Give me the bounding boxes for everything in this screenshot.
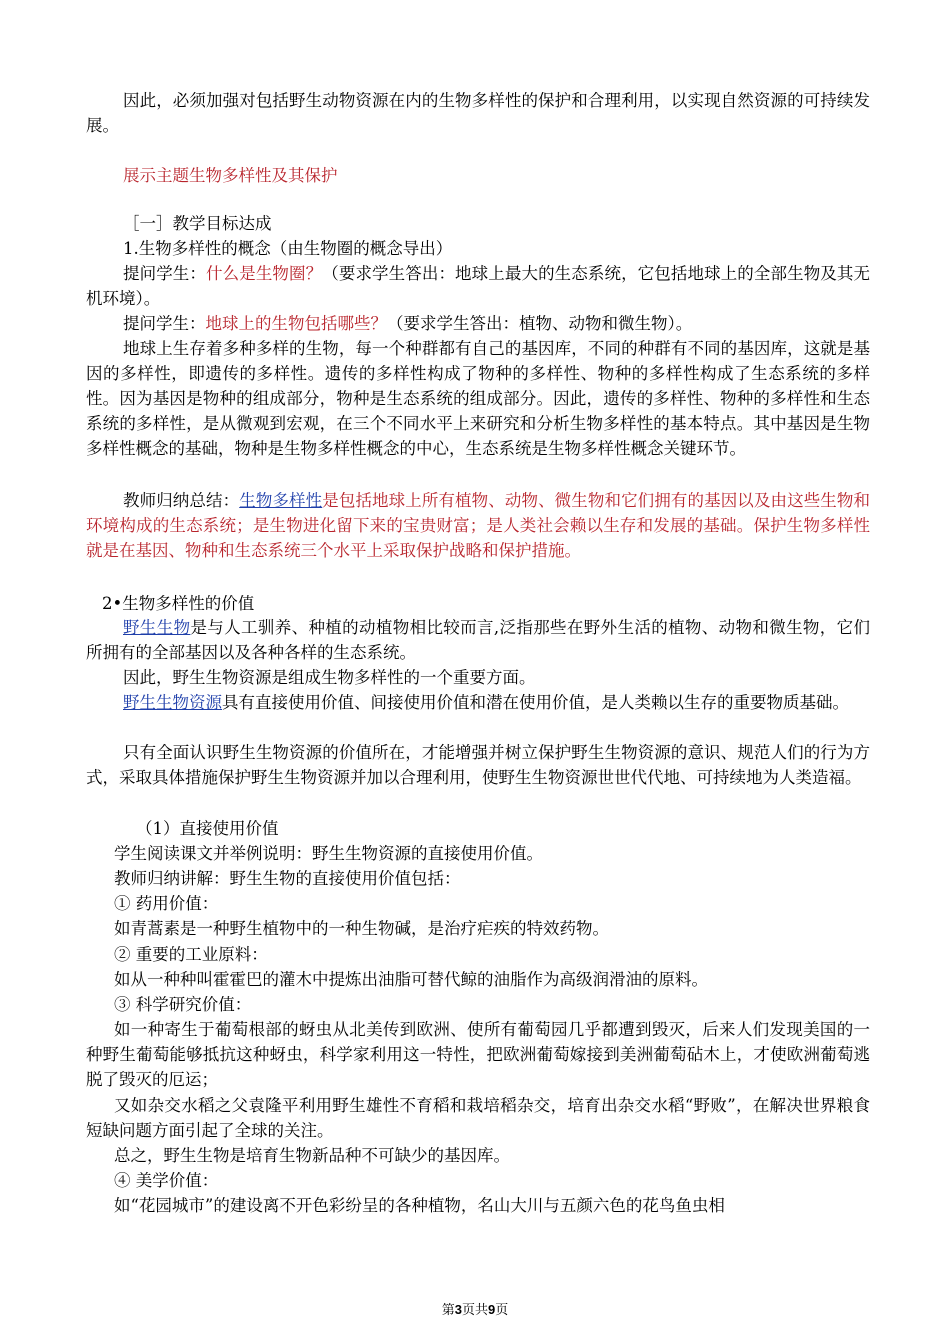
teacher-summary-paragraph [86, 488, 870, 563]
aesthetic-value-example: 如“花园城市”的建设离不开色彩纷呈的各种植物，名山大川与五颜六色的花鸟鱼虫相 [114, 1196, 725, 1215]
wildlife-resources-paragraph [86, 690, 870, 715]
footer-suffix: 页 [495, 1303, 509, 1318]
direct-value-heading: （1）直接使用价值 [136, 819, 279, 838]
diversity-explanation-paragraph: 地球上生存着多种多样的生物，每一个种群都有自己的基因库，不同的种群有不同的基因库，这就是基因的多样性，即遗传的多样性。遗传的多样性构成了物种的多样性、物种的多样性构成了生态系统的多样性。因为基因是物种的组成部分，物种是生态系统的组成部分。因此，遗传的多样性、物种的多样性和生态系统的多样性，是从微观到宏观，在三个不同水平上来研究和分析生物多样性的基本特点。其中基因是生物多样性概念的基础，物种是生物多样性概念的中心，生态系统是生物多样性概念关键环节。 [86, 339, 870, 458]
only-by-paragraph: 只有全面认识野生生物资源的价值所在，才能增强并树立保护野生生物资源的意识、规范人们的行为方式，采取具体措施保护野生生物资源并加以合理利用，使野生生物资源世世代代地、可持续地为人类造福。 [86, 743, 870, 787]
footer-prefix: 第 [441, 1303, 455, 1318]
scientific-research-item: ③ 科学研究价值： [114, 995, 252, 1014]
therefore-paragraph: 因此，野生生物资源是组成生物多样性的一个重要方面。 [123, 668, 536, 687]
wildlife-resources-link[interactable]: 野生生物资源 [123, 693, 222, 712]
biodiversity-link[interactable]: 生物多样性 [239, 491, 323, 510]
theme-heading: 展示主题生物多样性及其保护 [123, 166, 338, 185]
gene-bank-summary: 总之，野生生物是培育生物新品种不可缺少的基因库。 [114, 1146, 510, 1165]
wildlife-definition-paragraph [86, 615, 870, 665]
question-2-lead: 提问学生： [123, 314, 206, 333]
conclusion-paragraph: 因此，必须加强对包括野生动物资源在内的生物多样性的保护和合理利用，以实现自然资源的可持续发展。 [86, 91, 870, 135]
scientific-research-example-2: 又如杂交水稻之父袁隆平利用野生雄性不育稻和栽培稻杂交，培育出杂交水稻“野败”，在解决世界粮食短缺问题方面引起了全球的关注。 [86, 1096, 870, 1140]
industrial-material-example: 如从一种种叫霍霍巴的灌木中提炼出油脂可替代鲸的油脂作为高级润滑油的原料。 [114, 970, 708, 989]
student-reading-paragraph: 学生阅读课文并举例说明：野生生物资源的直接使用价值。 [114, 844, 543, 863]
aesthetic-value-item: ④ 美学价值： [114, 1171, 219, 1190]
question-2-answer: （要求学生答出：植物、动物和微生物）。 [387, 314, 693, 333]
question-2-paragraph [86, 311, 870, 336]
page-footer [0, 1301, 950, 1320]
wildlife-definition-text: 是与人工驯养、种植的动植物相比较而言,泛指那些在野外生活的植物、动物和微生物，它们所拥有的全部基因以及各种各样的生态系统。 [86, 618, 871, 662]
footer-middle: 页共 [461, 1303, 488, 1318]
question-1-lead: 提问学生： [123, 264, 207, 283]
item-1-heading: 1.生物多样性的概念（由生物圈的概念导出） [123, 239, 453, 258]
wildlife-resources-text: 具有直接使用价值、间接使用价值和潜在使用价值，是人类赖以生存的重要物质基础。 [222, 693, 849, 712]
question-1-paragraph [86, 261, 870, 311]
teacher-explanation-paragraph: 教师归纳讲解：野生生物的直接使用价值包括： [114, 869, 461, 888]
medicinal-value-item: ① 药用价值： [114, 894, 219, 913]
footer-page-number: 3 [454, 1302, 462, 1317]
section-heading-1: ［一］教学目标达成 [123, 214, 272, 233]
question-1-highlight: 什么是生物圈？ [206, 264, 323, 283]
industrial-material-item: ② 重要的工业原料： [114, 945, 268, 964]
wildlife-link[interactable]: 野生生物 [123, 618, 191, 637]
footer-total-pages: 9 [488, 1302, 496, 1317]
medicinal-value-example: 如青蒿素是一种野生植物中的一种生物碱，是治疗疟疾的特效药物。 [114, 919, 609, 938]
question-1-answer: （要求学生答出：地球上最大的生态系统，它包括地球上的全部生物及其无机环境）。 [86, 264, 871, 308]
scientific-research-example-1: 如一种寄生于葡萄根部的蚜虫从北美传到欧洲、使所有葡萄园几乎都遭到毁灭，后来人们发现美国的一种野生葡萄能够抵抗这种蚜虫，科学家利用这一特性，把欧洲葡萄嫁接到美洲葡萄砧木上，才使欧洲葡萄逃脱了毁灭的厄运； [86, 1020, 870, 1089]
teacher-summary-definition: 是包括地球上所有植物、动物、微生物和它们拥有的基因以及由这些生物和环境构成的生态系统；是生物进化留下来的宝贵财富；是人类社会赖以生存和发展的基础。保护生物多样性就是在基因、物种和生态系统三个水平上采取保护战略和保护措施。 [86, 491, 871, 560]
item-2-heading: 2•生物多样性的价值 [102, 594, 255, 613]
teacher-summary-lead: 教师归纳总结： [123, 491, 240, 510]
question-2-highlight: 地球上的生物包括哪些？ [205, 314, 387, 333]
